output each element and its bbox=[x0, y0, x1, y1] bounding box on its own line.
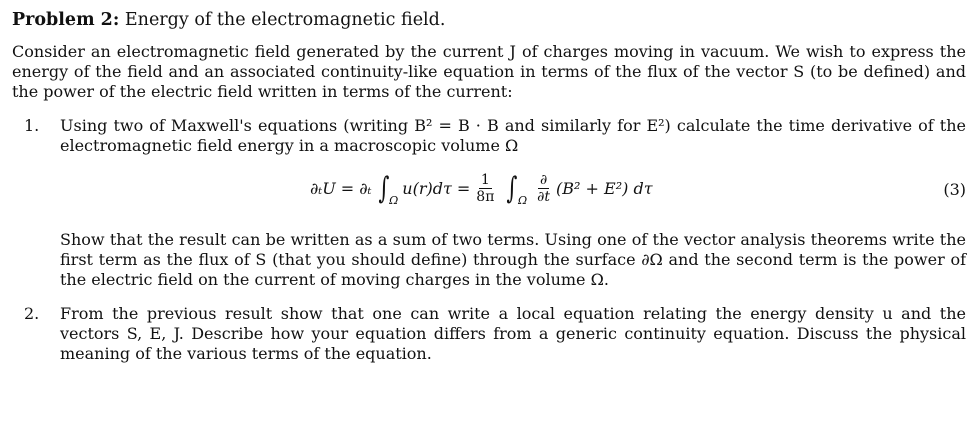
question-1-followup: Show that the result can be written as a sum of two terms. Using one of the vector analysis theorems write the first term as the flux of S (that you should define) through the surface ∂Ω and the second term is the power of the electric field on the current of moving charges in the volume Ω. bbox=[60, 230, 966, 289]
question-1 bbox=[12, 116, 966, 290]
derivative-denominator: ∂t bbox=[537, 189, 551, 205]
integral-domain-1: Ω bbox=[389, 193, 399, 207]
energy-derivative-equation bbox=[310, 172, 653, 205]
problem-page bbox=[12, 8, 966, 364]
question-2-number: 2. bbox=[24, 304, 40, 323]
fraction-numerator: 1 bbox=[480, 172, 490, 188]
problem-label: Problem 2: bbox=[12, 10, 120, 30]
problem-heading bbox=[12, 8, 966, 32]
fraction-denominator: 8π bbox=[476, 189, 495, 205]
equation-number: (3) bbox=[943, 180, 966, 199]
question-1-text: Using two of Maxwell's equations (writing B² = B · B and similarly for E²) calculate the time derivative of the electromagnetic field energy in a macroscopic volume Ω bbox=[60, 116, 966, 155]
equation-lhs: ∂ₜU = ∂ₜ bbox=[310, 178, 372, 198]
question-2-text: From the previous result show that one can write a local equation relating the energy density u and the vectors S, E, J. Describe how your equation differs from a generic continuity equation. Discuss the physical meaning of the various terms of the equation. bbox=[60, 304, 966, 363]
problem-title: Energy of the electromagnetic field. bbox=[124, 10, 446, 30]
integral-sign-2: ∫ bbox=[506, 170, 518, 206]
derivative-numerator: ∂ bbox=[539, 172, 548, 188]
integral-sign-1: ∫ bbox=[377, 170, 389, 206]
equation-time-derivative bbox=[535, 172, 552, 205]
integral-domain-2: Ω bbox=[518, 193, 528, 207]
question-2 bbox=[12, 304, 966, 364]
equation-integrand-2: (B² + E²) dτ bbox=[556, 178, 653, 198]
equation-fraction bbox=[474, 172, 496, 205]
question-1-number: 1. bbox=[24, 116, 40, 135]
problem-intro: Consider an electromagnetic field generated by the current J of charges moving in vacuum. We wish to express the energy of the field and an associated continuity-like equation in terms of the flux of the vector S (to be defined) and the power of the electric field written in terms of the current: bbox=[12, 42, 966, 101]
equation-3 bbox=[60, 168, 966, 220]
equation-integrand-1: u(r)dτ = bbox=[402, 178, 471, 198]
